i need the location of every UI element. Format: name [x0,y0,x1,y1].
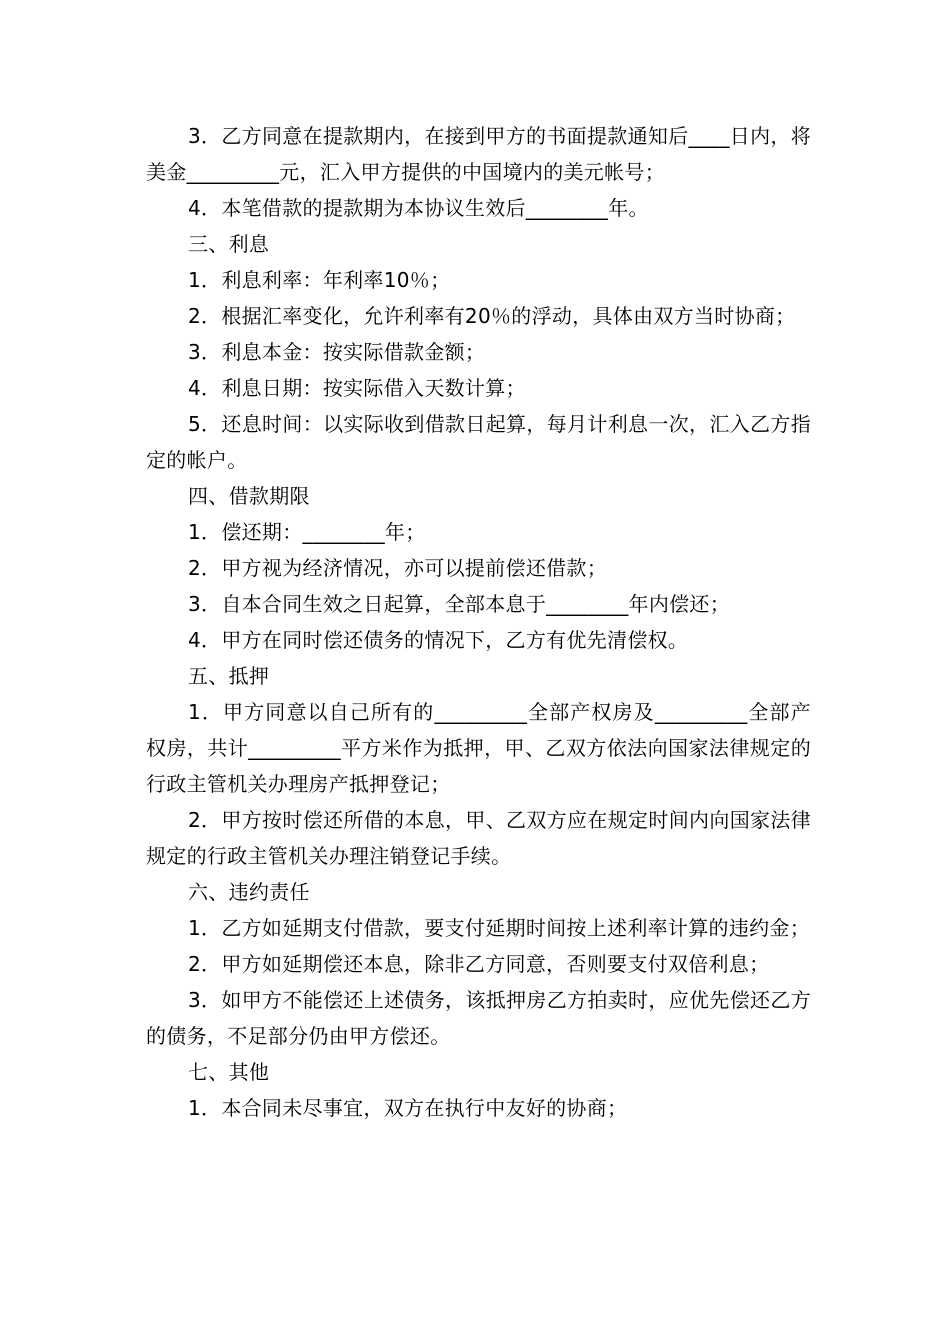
section-heading-liability: 六、违约责任 [188,880,310,904]
paragraph-interest-payment-time: 5．还息时间：以实际收到借款日起算，每月计利息一次，汇入乙方指定的帐户。 [146,412,811,472]
paragraph-mortgage-property: 1．甲方同意以自己所有的_________全部产权房及_________全部产权房，共计_________平方米作为抵押，甲、乙双方依法向国家法律规定的行政主管机关办理房产抵押登记； [146,700,811,796]
paragraph-interest-date: 4．利息日期：按实际借入天数计算； [188,376,526,400]
section-heading-interest: 三、利息 [188,232,270,256]
paragraph-default-auction: 3．如甲方不能偿还上述债务，该抵押房乙方拍卖时，应优先偿还乙方的债务，不足部分仍由甲方偿还。 [146,988,811,1048]
section-heading-loan-term: 四、借款期限 [188,484,310,508]
paragraph-priority-right: 4．甲方在同时偿还债务的情况下，乙方有优先清偿权。 [188,628,689,652]
paragraph-late-disbursement: 1．乙方如延期支付借款，要支付延期时间按上述利率计算的违约金； [188,916,811,940]
paragraph-interest-principal: 3．利息本金：按实际借款金额； [188,340,486,364]
paragraph-late-repayment: 2．甲方如延期偿还本息，除非乙方同意，否则要支付双倍利息； [188,952,770,976]
document-body [146,118,811,1126]
paragraph-interest-rate: 1．利息利率：年利率10％； [188,268,451,292]
paragraph-negotiation: 1．本合同未尽事宜，双方在执行中友好的协商； [188,1096,628,1120]
paragraph-repayment-period: 1．偿还期：________年； [188,520,426,544]
paragraph-early-repayment: 2．甲方视为经济情况，亦可以提前偿还借款； [188,556,608,580]
section-heading-other: 七、其他 [188,1060,270,1084]
paragraph-rate-fluctuation: 2．根据汇率变化，允许利率有20％的浮动，具体由双方当时协商； [188,304,796,328]
paragraph-withdrawal-period: 4．本笔借款的提款期为本协议生效后________年。 [188,196,649,220]
section-heading-mortgage: 五、抵押 [188,664,270,688]
paragraph-withdrawal-notice: 3．乙方同意在提款期内，在接到甲方的书面提款通知后____日内，将美金_________元，汇入甲方提供的中国境内的美元帐号； [146,124,811,184]
paragraph-full-repayment: 3．自本合同生效之日起算，全部本息于________年内偿还； [188,592,731,616]
paragraph-mortgage-cancellation: 2．甲方按时偿还所借的本息，甲、乙双方应在规定时间内向国家法律规定的行政主管机关办理注销登记手续。 [146,808,811,868]
